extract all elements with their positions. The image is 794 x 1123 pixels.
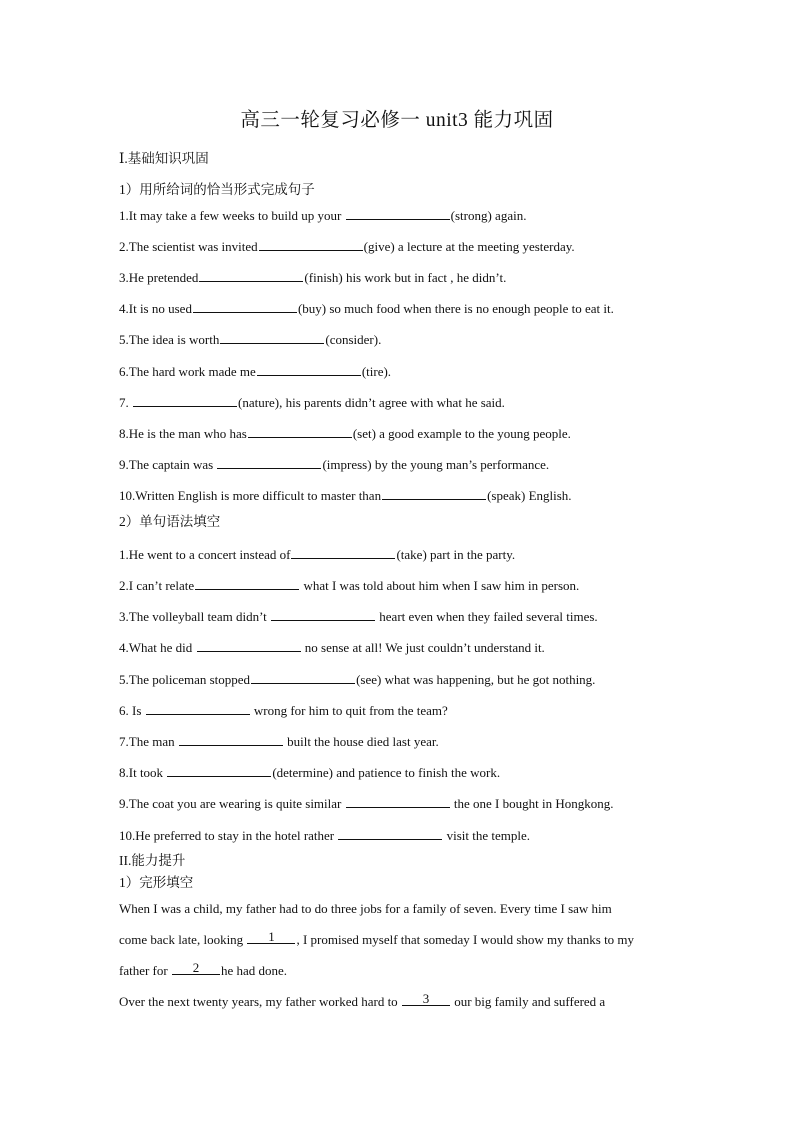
item-text-after: built the house died last year. xyxy=(283,734,439,749)
item-text-after: (finish) his work but in fact , he didn’t. xyxy=(304,270,507,285)
exercise-item xyxy=(119,456,549,474)
item-text-after: heart even when they failed several times. xyxy=(376,609,598,624)
item-text-before: 2.I can’t relate xyxy=(119,578,195,593)
item-text-after: (take) part in the party. xyxy=(396,547,516,562)
item-text-before: 1.He went to a concert instead of xyxy=(119,547,291,562)
blank-number: 1 xyxy=(268,929,275,944)
item-text-after: (tire). xyxy=(361,364,392,379)
item-text-after: (consider). xyxy=(325,332,382,347)
item-text-before: 2.The scientist was invited xyxy=(119,239,258,254)
blank-number: 3 xyxy=(422,991,430,1006)
cloze-line xyxy=(119,962,287,980)
cloze-line xyxy=(119,931,634,949)
item-text-before: 8.He is the man who has xyxy=(119,426,247,441)
answer-blank[interactable] xyxy=(167,764,271,777)
answer-blank[interactable] xyxy=(220,331,324,344)
exercise-item xyxy=(119,827,530,845)
item-text-after: (nature), his parents didn’t agree with what he said. xyxy=(238,395,505,410)
exercise-item xyxy=(119,363,391,381)
item-text-after: wrong for him to quit from the team? xyxy=(250,703,448,718)
answer-blank[interactable] xyxy=(271,608,375,621)
cloze-heading: 1）完形填空 xyxy=(119,875,194,890)
part-2-heading: 2）单句语法填空 xyxy=(119,514,221,529)
item-text-after: (speak) English. xyxy=(487,488,572,503)
item-text-before: 3.He pretended xyxy=(119,270,199,285)
item-text-after: (strong) again. xyxy=(450,208,527,223)
item-text-before: 3.The volleyball team didn’t xyxy=(119,609,271,624)
exercise-item xyxy=(119,269,506,287)
answer-blank[interactable] xyxy=(197,639,301,652)
section-1-heading: Ⅰ.基础知识巩固 xyxy=(119,151,209,166)
exercise-item xyxy=(119,394,505,412)
exercise-item xyxy=(119,733,439,751)
cloze-text: Over the next twenty years, my father worked hard to xyxy=(119,994,401,1009)
item-text-before: 7. xyxy=(119,395,132,410)
exercise-item xyxy=(119,207,526,225)
exercise-item xyxy=(119,487,572,505)
item-text-before: 9.The captain was xyxy=(119,457,217,472)
exercise-item xyxy=(119,577,579,595)
blank-number: 2 xyxy=(192,960,200,975)
item-text-before: 5.The idea is worth xyxy=(119,332,220,347)
page-title: 高三一轮复习必修一 unit3 能力巩固 xyxy=(240,110,554,131)
exercise-item xyxy=(119,671,595,689)
item-text-before: 8.It took xyxy=(119,765,167,780)
cloze-line xyxy=(119,900,612,918)
answer-blank[interactable] xyxy=(251,671,355,684)
answer-blank[interactable] xyxy=(346,207,450,220)
exercise-item xyxy=(119,639,545,657)
cloze-blank[interactable] xyxy=(172,962,220,975)
exercise-item xyxy=(119,702,448,720)
answer-blank[interactable] xyxy=(179,733,283,746)
answer-blank[interactable] xyxy=(217,456,321,469)
answer-blank[interactable] xyxy=(291,546,395,559)
section-2-heading: II.能力提升 xyxy=(119,853,186,868)
item-text-after: (set) a good example to the young people. xyxy=(352,426,571,441)
item-text-after: (impress) by the young man’s performance. xyxy=(322,457,550,472)
exercise-item xyxy=(119,546,515,564)
cloze-text: , I promised myself that someday I would show my thanks to my xyxy=(296,932,635,947)
cloze-blank[interactable] xyxy=(247,931,295,944)
answer-blank[interactable] xyxy=(195,577,299,590)
item-text-after: (buy) so much food when there is no enough people to eat it. xyxy=(297,301,614,316)
cloze-text: our big family and suffered a xyxy=(450,994,606,1009)
cloze-text: When I was a child, my father had to do three jobs for a family of seven. Every time I saw him xyxy=(119,901,612,916)
cloze-line xyxy=(119,993,605,1011)
answer-blank[interactable] xyxy=(259,238,363,251)
item-text-before: 6.The hard work made me xyxy=(119,364,256,379)
item-text-before: 4.It is no used xyxy=(119,301,192,316)
exercise-item xyxy=(119,238,575,256)
item-text-after: no sense at all! We just couldn’t understand it. xyxy=(301,640,545,655)
cloze-text: he had done. xyxy=(220,963,288,978)
answer-blank[interactable] xyxy=(199,269,303,282)
item-text-after: (determine) and patience to finish the work. xyxy=(272,765,501,780)
item-text-before: 1.It may take a few weeks to build up your xyxy=(119,208,345,223)
answer-blank[interactable] xyxy=(193,300,297,313)
answer-blank[interactable] xyxy=(257,363,361,376)
part-1-heading: 1）用所给词的恰当形式完成句子 xyxy=(119,182,315,197)
item-text-after: what I was told about him when I saw him in person. xyxy=(300,578,580,593)
answer-blank[interactable] xyxy=(338,827,442,840)
exercise-item xyxy=(119,764,500,782)
item-text-after: the one I bought in Hongkong. xyxy=(450,796,614,811)
exercise-item xyxy=(119,608,598,626)
exercise-item xyxy=(119,795,613,813)
item-text-before: 4.What he did xyxy=(119,640,196,655)
item-text-before: 6. Is xyxy=(119,703,145,718)
cloze-text: father for xyxy=(119,963,171,978)
exercise-item xyxy=(119,425,571,443)
item-text-before: 10.Written English is more difficult to master than xyxy=(119,488,382,503)
cloze-text: come back late, looking xyxy=(119,932,247,947)
item-text-before: 10.He preferred to stay in the hotel rather xyxy=(119,828,338,843)
answer-blank[interactable] xyxy=(133,394,237,407)
item-text-before: 7.The man xyxy=(119,734,178,749)
answer-blank[interactable] xyxy=(346,795,450,808)
answer-blank[interactable] xyxy=(248,425,352,438)
answer-blank[interactable] xyxy=(382,487,486,500)
item-text-after: (see) what was happening, but he got nothing. xyxy=(356,672,596,687)
item-text-after: visit the temple. xyxy=(443,828,531,843)
item-text-before: 9.The coat you are wearing is quite similar xyxy=(119,796,345,811)
exercise-item xyxy=(119,331,381,349)
item-text-before: 5.The policeman stopped xyxy=(119,672,251,687)
exercise-item xyxy=(119,300,614,318)
item-text-after: (give) a lecture at the meeting yesterday. xyxy=(363,239,575,254)
answer-blank[interactable] xyxy=(146,702,250,715)
cloze-blank[interactable] xyxy=(402,993,450,1006)
